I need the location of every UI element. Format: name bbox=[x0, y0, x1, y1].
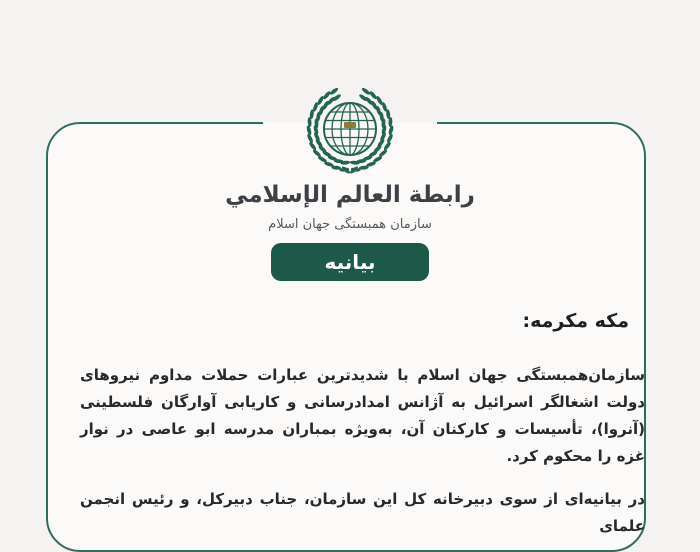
statement-content bbox=[80, 306, 645, 540]
organization-header bbox=[0, 84, 700, 281]
muslim-world-league-emblem-icon bbox=[292, 84, 408, 176]
statement-paragraph-2: در بیانیه‌ای از سوی دبیرخانه کل این سازمان، جناب دبیرکل، و رئیس انجمن علمای bbox=[80, 490, 645, 535]
globe-icon bbox=[324, 103, 376, 155]
statement-paragraph-1: سازمان‌همبستگی جهان اسلام با شدیدترین عبارات حملات مداوم نیروهای دولت اشغالگر اسرائیل به آژانس امدادرسانی و کاریابی آوارگان فلسطینی (آنروا)، تأسیسات و کارکنان آن، به‌ویژه بمباران مدرسه ابو عاصی در نوار غزه را محکوم کرد. bbox=[80, 366, 645, 465]
statement-banner: بیانیه bbox=[271, 243, 429, 281]
kaaba-band-icon bbox=[344, 122, 356, 128]
organization-name-persian: سازمان همبستگی جهان اسلام bbox=[268, 217, 432, 232]
arabic-calligraphy-title: رابطة العالم الإسلامي bbox=[225, 182, 475, 208]
city-heading: مکه مکرمه: bbox=[522, 310, 629, 332]
